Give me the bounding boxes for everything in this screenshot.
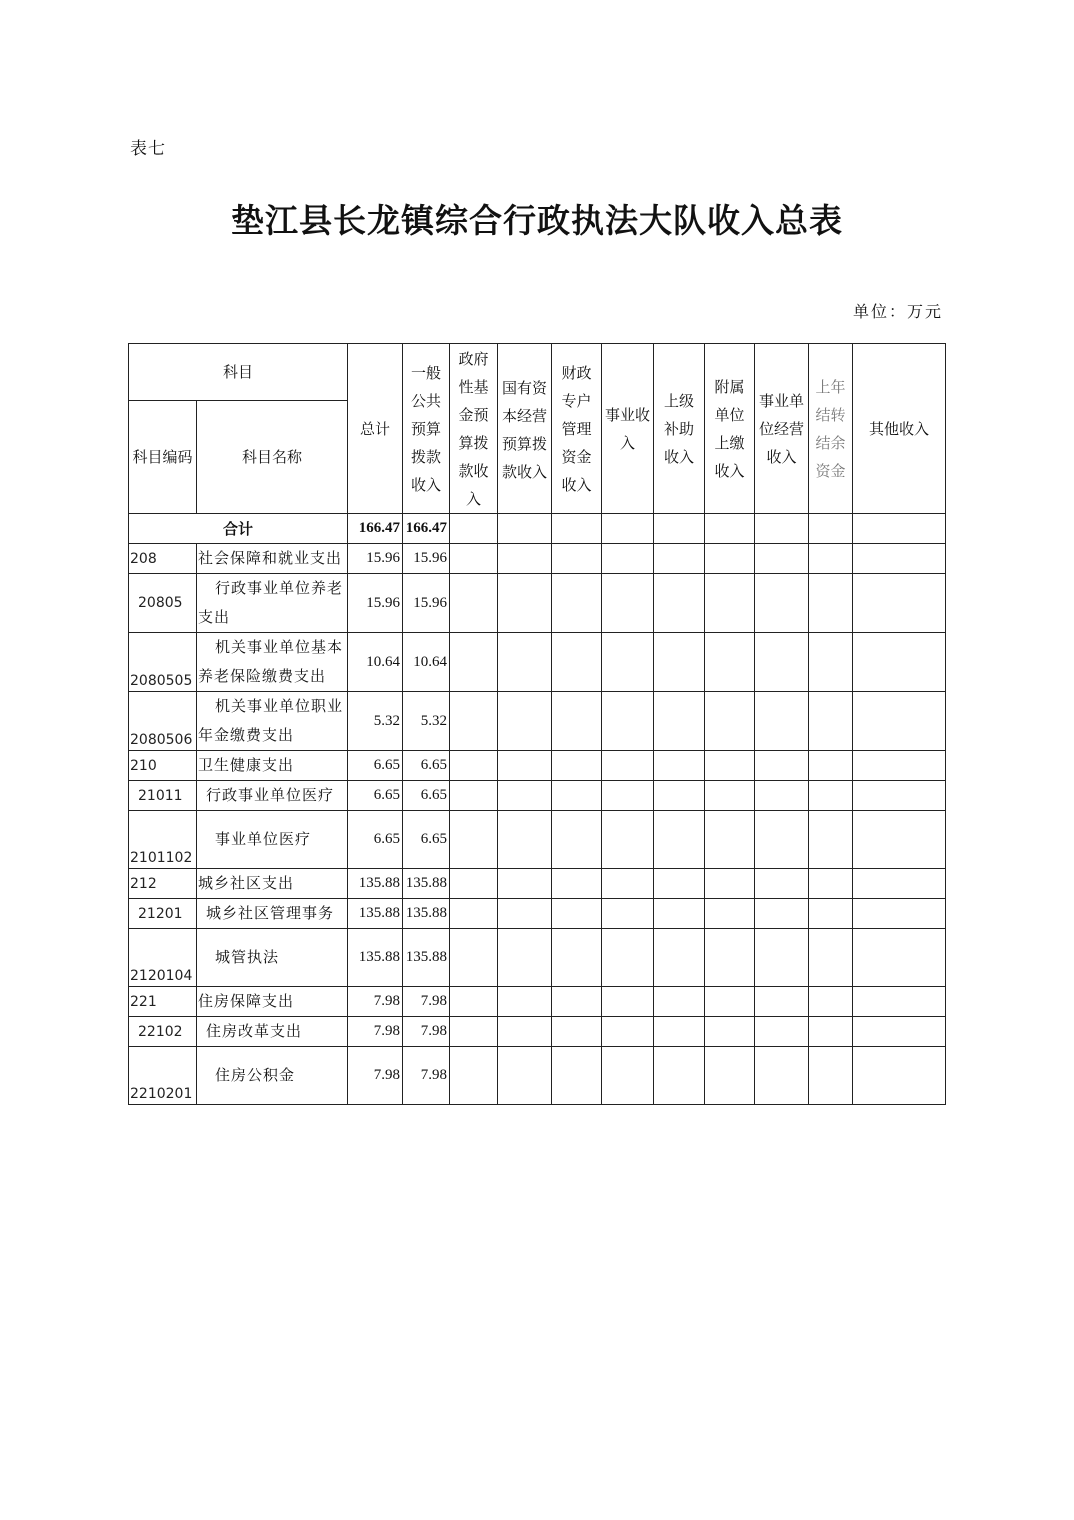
page-title: 垫江县长龙镇综合行政执法大队收入总表	[231, 201, 843, 240]
income-summary-table	[128, 343, 946, 1105]
header-business-operation: 事业单 位经营 收入	[755, 344, 809, 514]
table-row	[129, 751, 946, 781]
table-row	[129, 869, 946, 899]
row-name: 行政事业单位医疗	[197, 781, 348, 811]
table-row-total	[129, 514, 946, 544]
header-total: 总计	[348, 344, 403, 514]
row-code: 212	[129, 869, 197, 899]
row-code: 22102	[129, 1017, 197, 1047]
row-total: 15.96	[348, 574, 403, 633]
row-code: 21011	[129, 781, 197, 811]
row-code: 2101102	[129, 811, 197, 869]
row-general: 15.96	[403, 574, 450, 633]
row-name: 机关事业单位职业年金缴费支出	[197, 692, 348, 751]
row-total: 15.96	[348, 544, 403, 574]
header-special-account: 财政 专户 管理 资金 收入	[552, 344, 602, 514]
header-business-income: 事业收 入	[602, 344, 654, 514]
row-code: 20805	[129, 574, 197, 633]
row-general: 6.65	[403, 811, 450, 869]
row-name: 卫生健康支出	[197, 751, 348, 781]
row-total: 135.88	[348, 899, 403, 929]
row-name: 住房公积金	[197, 1047, 348, 1105]
row-code: 2080505	[129, 633, 197, 692]
row-general: 15.96	[403, 544, 450, 574]
row-name: 行政事业单位养老支出	[197, 574, 348, 633]
row-name: 城乡社区管理事务	[197, 899, 348, 929]
table-row	[129, 1047, 946, 1105]
row-general: 135.88	[403, 869, 450, 899]
table-row	[129, 987, 946, 1017]
header-general-budget: 一般 公共 预算 拨款 收入	[403, 344, 450, 514]
row-code: 221	[129, 987, 197, 1017]
table-row	[129, 899, 946, 929]
header-other-income: 其他收入	[853, 344, 946, 514]
table-row	[129, 633, 946, 692]
row-general: 7.98	[403, 987, 450, 1017]
row-total: 6.65	[348, 811, 403, 869]
row-total: 135.88	[348, 929, 403, 987]
row-code: 208	[129, 544, 197, 574]
row-general: 10.64	[403, 633, 450, 692]
total-value: 166.47	[348, 514, 403, 544]
row-total: 5.32	[348, 692, 403, 751]
row-total: 7.98	[348, 1017, 403, 1047]
table-row	[129, 811, 946, 869]
row-code: 2210201	[129, 1047, 197, 1105]
table-row	[129, 781, 946, 811]
row-total: 135.88	[348, 869, 403, 899]
row-general: 7.98	[403, 1017, 450, 1047]
row-total: 10.64	[348, 633, 403, 692]
row-total: 6.65	[348, 781, 403, 811]
header-superior-subsidy: 上级 补助 收入	[654, 344, 705, 514]
row-name: 机关事业单位基本养老保险缴费支出	[197, 633, 348, 692]
table-row	[129, 1017, 946, 1047]
table-row	[129, 929, 946, 987]
header-code: 科目编码	[129, 401, 197, 514]
row-code: 2120104	[129, 929, 197, 987]
row-total: 7.98	[348, 1047, 403, 1105]
row-total: 6.65	[348, 751, 403, 781]
table-row	[129, 574, 946, 633]
row-general: 6.65	[403, 751, 450, 781]
row-code: 210	[129, 751, 197, 781]
row-code: 21201	[129, 899, 197, 929]
row-name: 社会保障和就业支出	[197, 544, 348, 574]
header-state-capital: 国有资 本经营 预算拨 款收入	[498, 344, 552, 514]
header-gov-fund: 政府 性基 金预 算拨 款收 入	[450, 344, 498, 514]
table-row	[129, 692, 946, 751]
unit-label: 单位：万元	[852, 302, 943, 321]
table-number: 表七	[130, 139, 166, 159]
table-row	[129, 544, 946, 574]
row-name: 事业单位医疗	[197, 811, 348, 869]
row-name: 住房保障支出	[197, 987, 348, 1017]
header-carryover: 上年 结转 结余 资金	[809, 344, 853, 514]
row-name: 城管执法	[197, 929, 348, 987]
total-label: 合计	[129, 514, 348, 544]
row-general: 135.88	[403, 899, 450, 929]
row-name: 城乡社区支出	[197, 869, 348, 899]
row-total: 7.98	[348, 987, 403, 1017]
row-general: 6.65	[403, 781, 450, 811]
header-subject: 科目	[129, 344, 348, 401]
row-general: 7.98	[403, 1047, 450, 1105]
row-name: 住房改革支出	[197, 1017, 348, 1047]
header-affiliated-unit: 附属 单位 上缴 收入	[705, 344, 755, 514]
general-value: 166.47	[403, 514, 450, 544]
row-code: 2080506	[129, 692, 197, 751]
header-name: 科目名称	[197, 401, 348, 514]
row-general: 135.88	[403, 929, 450, 987]
row-general: 5.32	[403, 692, 450, 751]
